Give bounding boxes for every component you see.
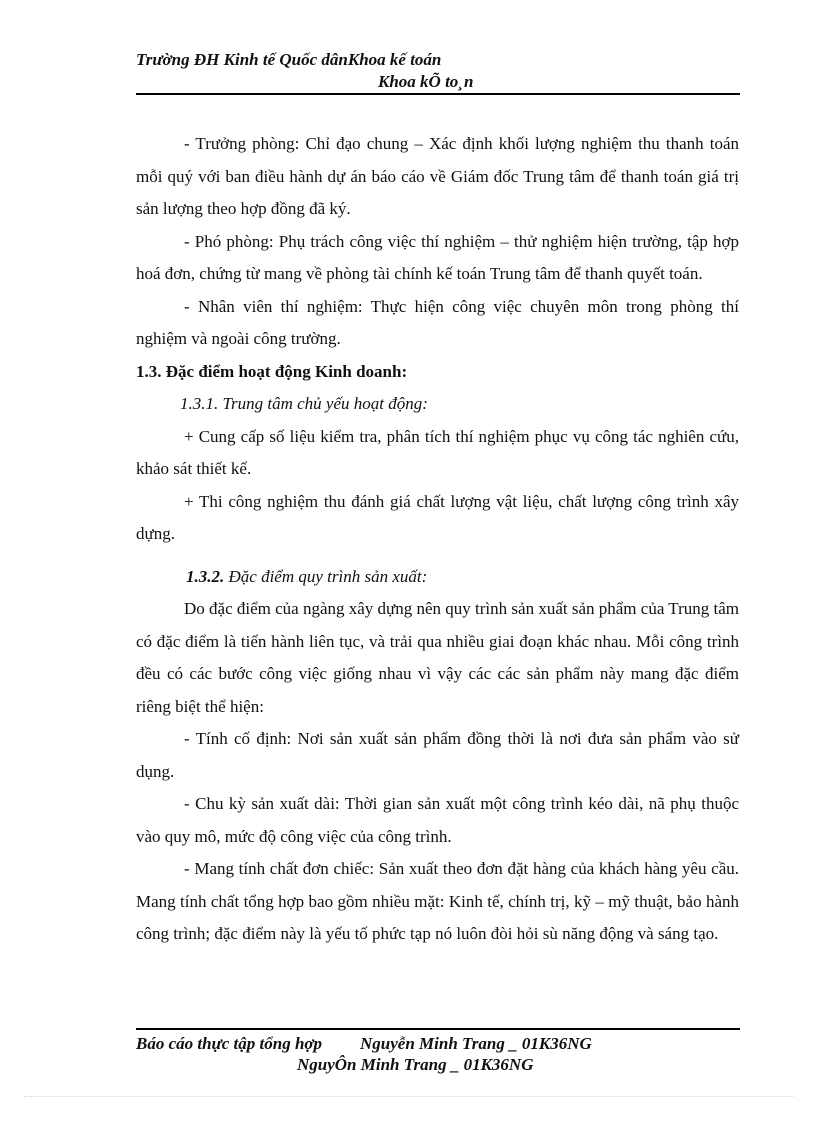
subsection-title: Đặc điểm quy trình sản xuất: <box>224 566 428 586</box>
paragraph-pho-phong: - Phó phòng: Phụ trách công việc thí nghiệm – thử nghiệm hiện trường, tập hợp hoá đơn, chứng từ mang về phòng tài chính kế toán Trung tâm để thanh quyết toán. <box>136 231 739 283</box>
subsection-heading-1-3-1: 1.3.1. Trung tâm chủ yếu hoạt động: <box>180 394 428 413</box>
paragraph-do-dac-diem: Do đặc điểm của ngàng xây dựng nên quy trình sản xuất sản phẩm của Trung tâm có đặc điểm là tiến hành liên tục, và trải qua nhiều giai đoạn khác nhau. Mỗi công trình đều có các bước công việc giống nhau vì vậy các các sản phẩm này mang đặc điểm riêng biệt thể hiện: <box>136 599 739 716</box>
footer-author-garbled: NguyÔn Minh Trang _ 01K36NG <box>297 1055 534 1074</box>
section-heading-1-3: 1.3. Đặc điểm hoạt động Kinh doanh: <box>136 361 408 381</box>
subsection-heading-1-3-2 <box>136 561 739 594</box>
header-school-title: Trường ĐH Kinh tế Quốc dânKhoa kế toán <box>136 50 442 69</box>
paragraph-thi-cong: + Thi công nghiệm thu đánh giá chất lượng vật liệu, chất lượng công trình xây dựng. <box>136 491 739 543</box>
header-department-title: Khoa kÕ to¸n <box>378 72 474 91</box>
footer-report-title: Báo cáo thực tập tổng hợp <box>136 1034 323 1053</box>
header-divider <box>136 93 740 95</box>
paragraph-truong-phong: - Trưởng phòng: Chỉ đạo chung – Xác định khối lượng nghiệm thu thanh toán mỗi quý với ban điều hành dự án báo cáo về Giám đốc Trung tâm để thanh toán giá trị sản lượng theo hợp đồng đã ký. <box>136 134 739 218</box>
paragraph-tinh-co-dinh: - Tính cố định: Nơi sản xuất sản phẩm đồng thời là nơi đưa sản phẩm vào sử dụng. <box>136 729 739 781</box>
footer-divider <box>136 1028 740 1030</box>
paragraph-chu-ky: - Chu kỳ sản xuất dài: Thời gian sản xuất một công trình kéo dài, nã phụ thuộc vào quy mô, mức độ công việc của công trình. <box>136 794 739 846</box>
document-body <box>136 128 739 951</box>
footer-author: Nguyễn Minh Trang _ 01K36NG <box>360 1034 592 1053</box>
subsection-number: 1.3.2. <box>186 566 225 586</box>
paragraph-nhan-vien: - Nhân viên thí nghiệm: Thực hiện công việc chuyên môn trong phòng thí nghiệm và ngoài công trường. <box>136 296 739 348</box>
page-break-line <box>24 1096 794 1097</box>
paragraph-don-chiec: - Mang tính chất đơn chiếc: Sản xuất theo đơn đặt hàng của khách hàng yêu cầu. Mang tính chất tổng hợp bao gồm nhiều mặt: Kinh tế, chính trị, kỹ – mỹ thuật, bảo hành công trình; đặc điểm này là yếu tố phức tạp nó luôn đòi hỏi sù năng động và sáng tạo. <box>136 859 739 943</box>
paragraph-cung-cap: + Cung cấp số liệu kiểm tra, phân tích thí nghiệm phục vụ công tác nghiên cứu, khảo sát thiết kế. <box>136 426 739 478</box>
footer-line <box>136 1034 592 1054</box>
